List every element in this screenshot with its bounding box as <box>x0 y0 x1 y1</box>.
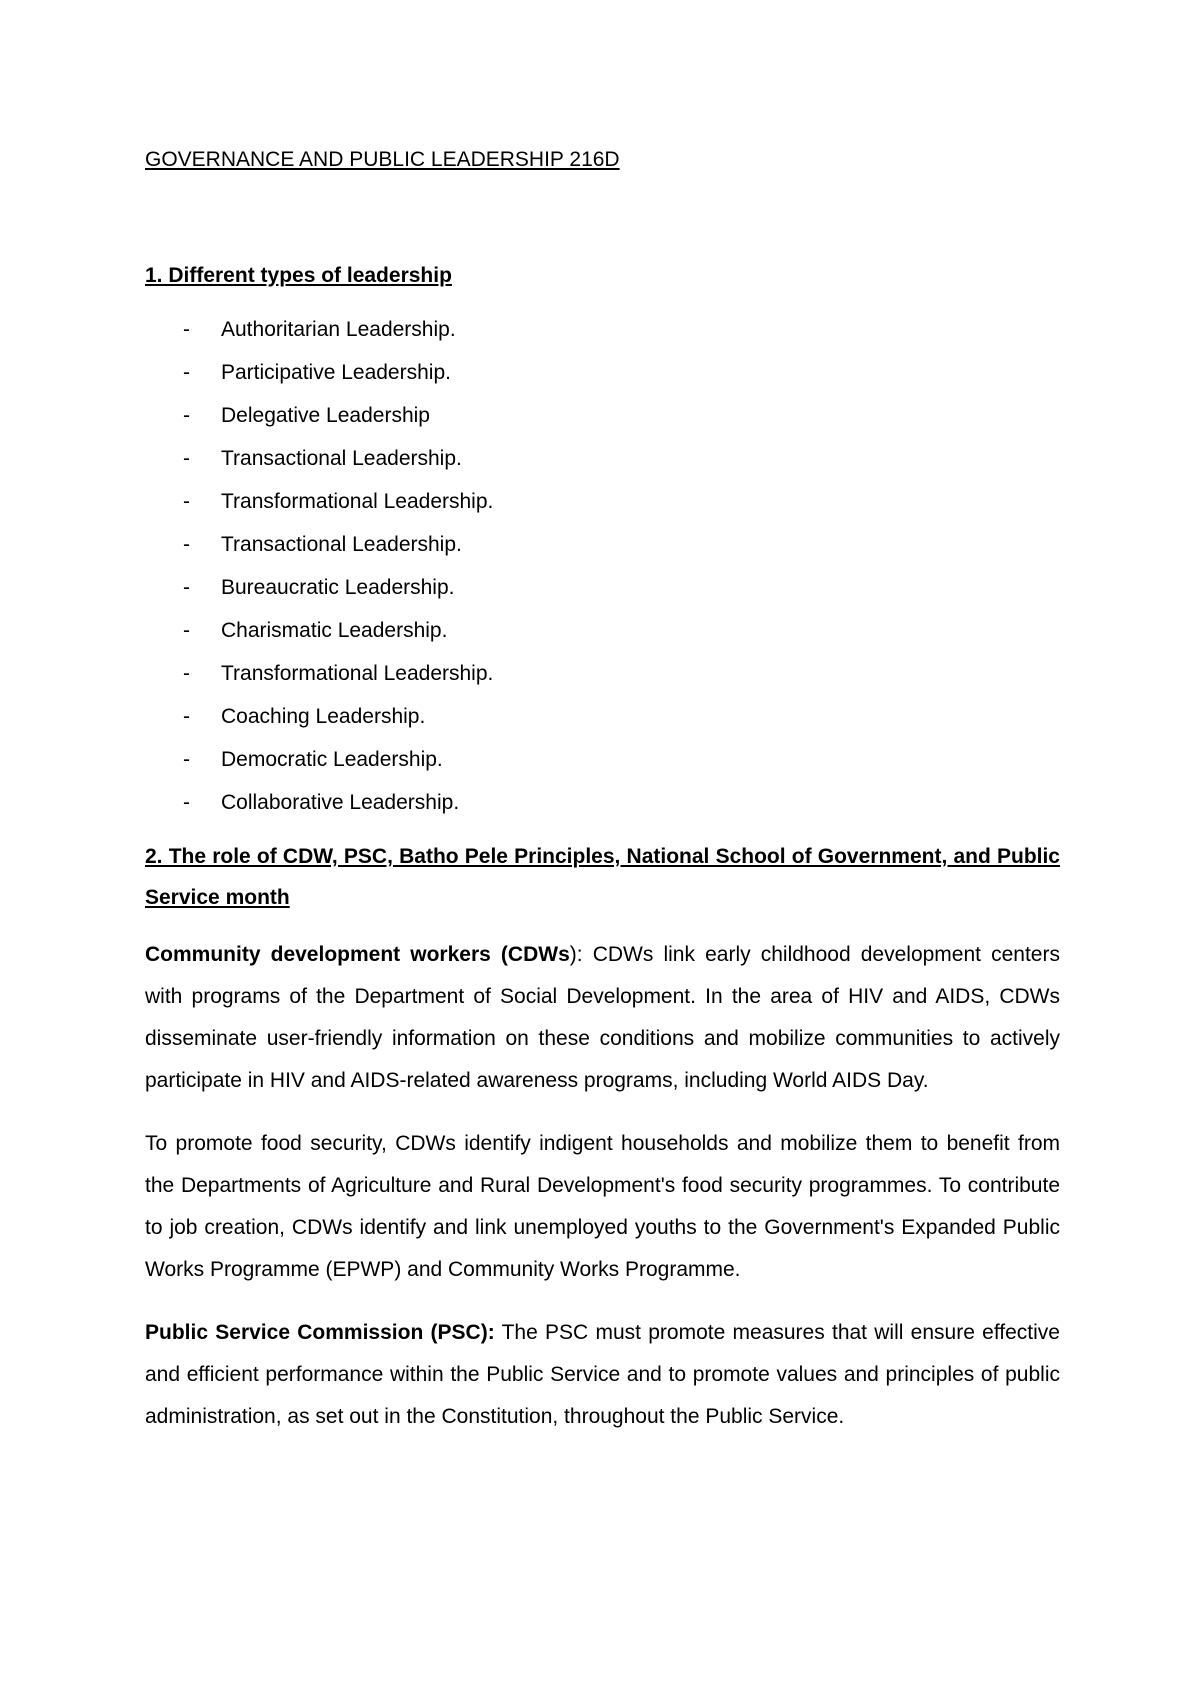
list-item <box>145 308 1060 351</box>
cdw-term: Community development workers (CDWs <box>145 943 570 966</box>
list-item <box>145 738 1060 781</box>
document-page <box>145 140 1060 1459</box>
list-item-text: Transactional Leadership. <box>221 447 462 470</box>
psc-text: The PSC must promote measures that will ensure effective and efficient performance within the Public Service and to promote values and principles of public administration, as set out in the Constitution, throughout the Public Service. <box>145 1321 1060 1428</box>
list-item <box>145 566 1060 609</box>
list-item-text: Authoritarian Leadership. <box>221 318 456 341</box>
list-item <box>145 609 1060 652</box>
list-item <box>145 351 1060 394</box>
list-item <box>145 781 1060 824</box>
list-item-text: Transformational Leadership. <box>221 490 494 513</box>
list-item <box>145 437 1060 480</box>
dash-bullet: - <box>183 447 190 470</box>
list-item-text: Transactional Leadership. <box>221 533 462 556</box>
section-2-heading: 2. The role of CDW, PSC, Batho Pele Principles, National School of Government, and Public Service month <box>145 845 1060 909</box>
dash-bullet: - <box>183 490 190 513</box>
list-item-text: Charismatic Leadership. <box>221 619 448 642</box>
list-item <box>145 394 1060 437</box>
dash-bullet: - <box>183 662 190 685</box>
dash-bullet: - <box>183 748 190 771</box>
list-item-text: Coaching Leadership. <box>221 705 426 728</box>
dash-bullet: - <box>183 533 190 556</box>
dash-bullet: - <box>183 404 190 427</box>
cdw-paragraph <box>145 934 1060 1102</box>
list-item <box>145 652 1060 695</box>
dash-bullet: - <box>183 576 190 599</box>
dash-bullet: - <box>183 619 190 642</box>
dash-bullet: - <box>183 705 190 728</box>
list-item-text: Delegative Leadership <box>221 404 430 427</box>
dash-bullet: - <box>183 318 190 341</box>
list-item-text: Democratic Leadership. <box>221 748 443 771</box>
dash-bullet: - <box>183 361 190 384</box>
leadership-types-list <box>145 308 1060 824</box>
psc-term: Public Service Commission (PSC): <box>145 1321 495 1344</box>
list-item-text: Transformational Leadership. <box>221 662 494 685</box>
list-item-text: Participative Leadership. <box>221 361 451 384</box>
dash-bullet: - <box>183 791 190 814</box>
list-item-text: Collaborative Leadership. <box>221 791 460 814</box>
cdw-text: ): CDWs link early childhood development centers with programs of the Department of Social Development. In the area of HIV and AIDS, CDWs disseminate user-friendly information on these conditions and mobilize communities to actively participate in HIV and AIDS-related awareness programs, including World AIDS Day. <box>145 943 1060 1092</box>
list-item-text: Bureaucratic Leadership. <box>221 576 455 599</box>
document-title: GOVERNANCE AND PUBLIC LEADERSHIP 216D <box>145 148 620 171</box>
list-item <box>145 480 1060 523</box>
psc-paragraph <box>145 1312 1060 1438</box>
food-security-paragraph: To promote food security, CDWs identify indigent households and mobilize them to benefit from the Departments of Agriculture and Rural Development's food security programmes. To contribute to job creation, CDWs identify and link unemployed youths to the Government's Expanded Public Works Programme (EPWP) and Community Works Programme. <box>145 1132 1060 1281</box>
list-item <box>145 523 1060 566</box>
section-1-heading: 1. Different types of leadership <box>145 264 452 287</box>
list-item <box>145 695 1060 738</box>
